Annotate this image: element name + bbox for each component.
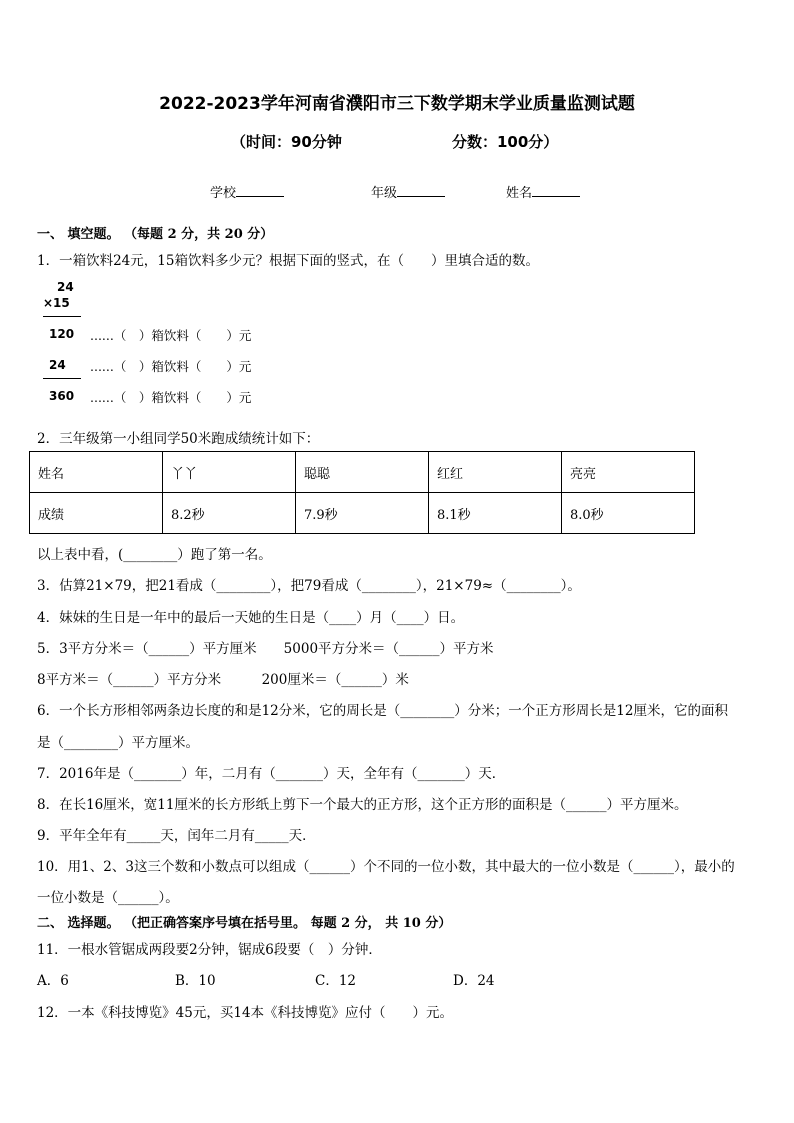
calc-row-num: 360 (49, 389, 75, 403)
table-cell: 8.2秒 (163, 493, 296, 534)
name-field[interactable] (506, 182, 580, 201)
table-cell: 丫丫 (163, 452, 296, 493)
question-1: 1．一箱饮料24元，15箱饮料多少元？根据下面的竖式，在（ ）里填合适的数。 (37, 253, 539, 269)
table-cell: 8.0秒 (562, 493, 695, 534)
question-8: 8．在长16厘米，宽11厘米的长方形纸上剪下一个最大的正方形，这个正方形的面积是（______）平方厘米。 (37, 797, 688, 813)
table-cell: 成绩 (30, 493, 163, 534)
question-10-line1: 10．用1、2、3这三个数和小数点可以组成（______）个不同的一位小数，其中最大的一位小数是（______），最小的 (37, 859, 735, 875)
question-2: 2．三年级第一小组同学50米跑成绩统计如下： (37, 431, 320, 447)
question-11: 11．一根水管锯成两段要2分钟，锯成6段要（ ）分钟． (37, 942, 382, 958)
question-3: 3．估算21×79，把21看成（________），把79看成（________），21×79≈（________）。 (37, 578, 581, 594)
school-label: 学校 (210, 186, 237, 201)
calc-row-desc: ......（ ）箱饮料（ ）元 (90, 328, 252, 343)
question-6-line1: 6．一个长方形相邻两条边长度的和是12分米，它的周长是（________）分米；一个正方形周长是12厘米，它的面积 (37, 703, 728, 719)
question-5-line1: 5．3平方分米＝（______）平方厘米 5000平方分米＝（______）平方米 (37, 641, 494, 657)
question-6-line2: 是（________）平方厘米。 (37, 735, 199, 751)
question-4: 4．妹妹的生日是一年中的最后一天她的生日是（____）月（____）日。 (37, 610, 465, 626)
calc-row-num: 24 (49, 358, 66, 372)
section-fill-blank-heading: 一、 填空题。 （每题 2 分，共 20 分） (37, 227, 274, 242)
grade-label: 年级 (371, 186, 398, 201)
calc-row-desc: ......（ ）箱饮料（ ）元 (90, 390, 252, 405)
table-row (30, 493, 695, 534)
grade-field[interactable] (371, 182, 445, 201)
table-row (30, 452, 695, 493)
table-cell: 8.1秒 (429, 493, 562, 534)
option-d[interactable]: D．24 (453, 973, 495, 989)
table-cell: 亮亮 (562, 452, 695, 493)
table-cell: 聪聪 (296, 452, 429, 493)
page-title: 2022-2023学年河南省濮阳市三下数学期末学业质量监测试题 (159, 94, 635, 114)
calc-row-num: 120 (49, 327, 75, 341)
score-table (29, 451, 695, 534)
option-b[interactable]: B．10 (175, 973, 216, 989)
question-2-followup: 以上表中看，(________）跑了第一名。 (37, 547, 272, 563)
question-7: 7．2016年是（_______）年，二月有（_______）天，全年有（_______）天． (37, 766, 506, 782)
question-5-line2: 8平方米＝（______）平方分米 200厘米＝（______）米 (37, 672, 409, 688)
calc-top: 24 (57, 280, 74, 294)
table-cell: 红红 (429, 452, 562, 493)
name-label: 姓名 (506, 186, 533, 201)
total-score: 分数：100分） (452, 133, 559, 151)
school-field[interactable] (210, 182, 284, 201)
calc-row-desc: ......（ ）箱饮料（ ）元 (90, 359, 252, 374)
section-choice-heading: 二、 选择题。 （把正确答案序号填在括号里。 每题 2 分， 共 10 分） (37, 916, 452, 931)
table-cell: 7.9秒 (296, 493, 429, 534)
time-limit: （时间：90分钟 (231, 133, 342, 151)
option-a[interactable]: A．6 (37, 973, 69, 989)
calc-line (43, 316, 81, 317)
question-12: 12．一本《科技博览》45元，买14本《科技博览》应付（ ）元。 (37, 1005, 454, 1021)
table-cell: 姓名 (30, 452, 163, 493)
option-c[interactable]: C．12 (315, 973, 357, 989)
question-10-line2: 一位小数是（______）。 (37, 890, 179, 906)
calc-line (43, 378, 81, 379)
calc-multiplier: ×15 (43, 296, 70, 310)
question-9: 9．平年全年有_____天，闰年二月有_____天． (37, 828, 316, 844)
